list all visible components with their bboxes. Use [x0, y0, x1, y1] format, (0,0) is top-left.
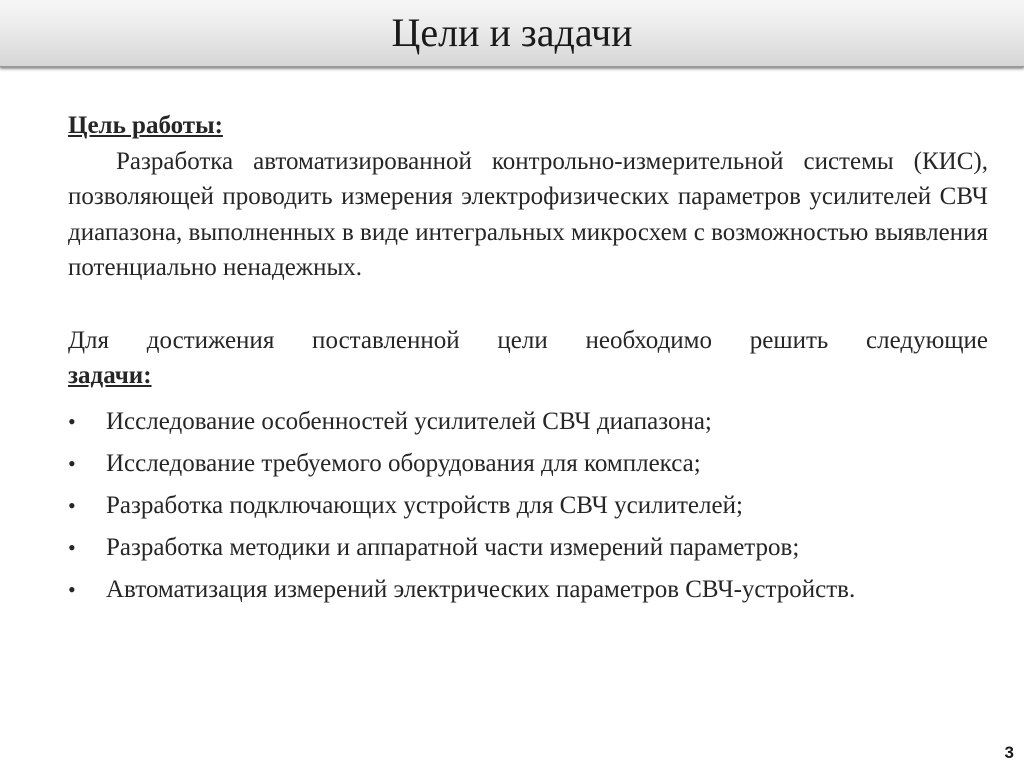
- task-text: Разработка подключающих устройств для СВЧ усилителей;: [106, 491, 743, 519]
- tasks-intro: [68, 323, 988, 394]
- task-list: [68, 401, 988, 611]
- tasks-intro-text: Для достижения поставленной цели необходимо решить следующие: [68, 326, 988, 354]
- bullet-icon: •: [68, 534, 76, 560]
- task-text: Автоматизация измерений электрических параметров СВЧ-устройств.: [106, 575, 856, 603]
- task-text: Разработка методики и аппаратной части измерений параметров;: [106, 533, 800, 561]
- bullet-icon: •: [68, 408, 76, 434]
- slide-content: [68, 108, 988, 611]
- task-text: Исследование особенностей усилителей СВЧ диапазона;: [106, 407, 712, 435]
- task-item: [68, 485, 988, 527]
- goal-text: Разработка автоматизированной контрольно-измерительной системы (КИС), позволяющей проводить измерения электрофизических параметров усилителей СВЧ диапазона, выполненных в виде интегральных микросхем с возможностью выявления потенциально ненадежных.: [68, 147, 988, 281]
- bullet-icon: •: [68, 576, 76, 602]
- task-item: [68, 527, 988, 569]
- tasks-label: задачи:: [68, 362, 152, 389]
- bullet-icon: •: [68, 450, 76, 476]
- goal-heading: Цель работы:: [68, 112, 223, 139]
- slide-number: 3: [1004, 743, 1014, 762]
- title-bar: [0, 0, 1024, 67]
- task-text: Исследование требуемого оборудования для комплекса;: [106, 449, 701, 477]
- task-item: [68, 569, 988, 611]
- page-title: Цели и задачи: [391, 10, 633, 55]
- task-item: [68, 443, 988, 485]
- bullet-icon: •: [68, 492, 76, 518]
- task-item: [68, 401, 988, 443]
